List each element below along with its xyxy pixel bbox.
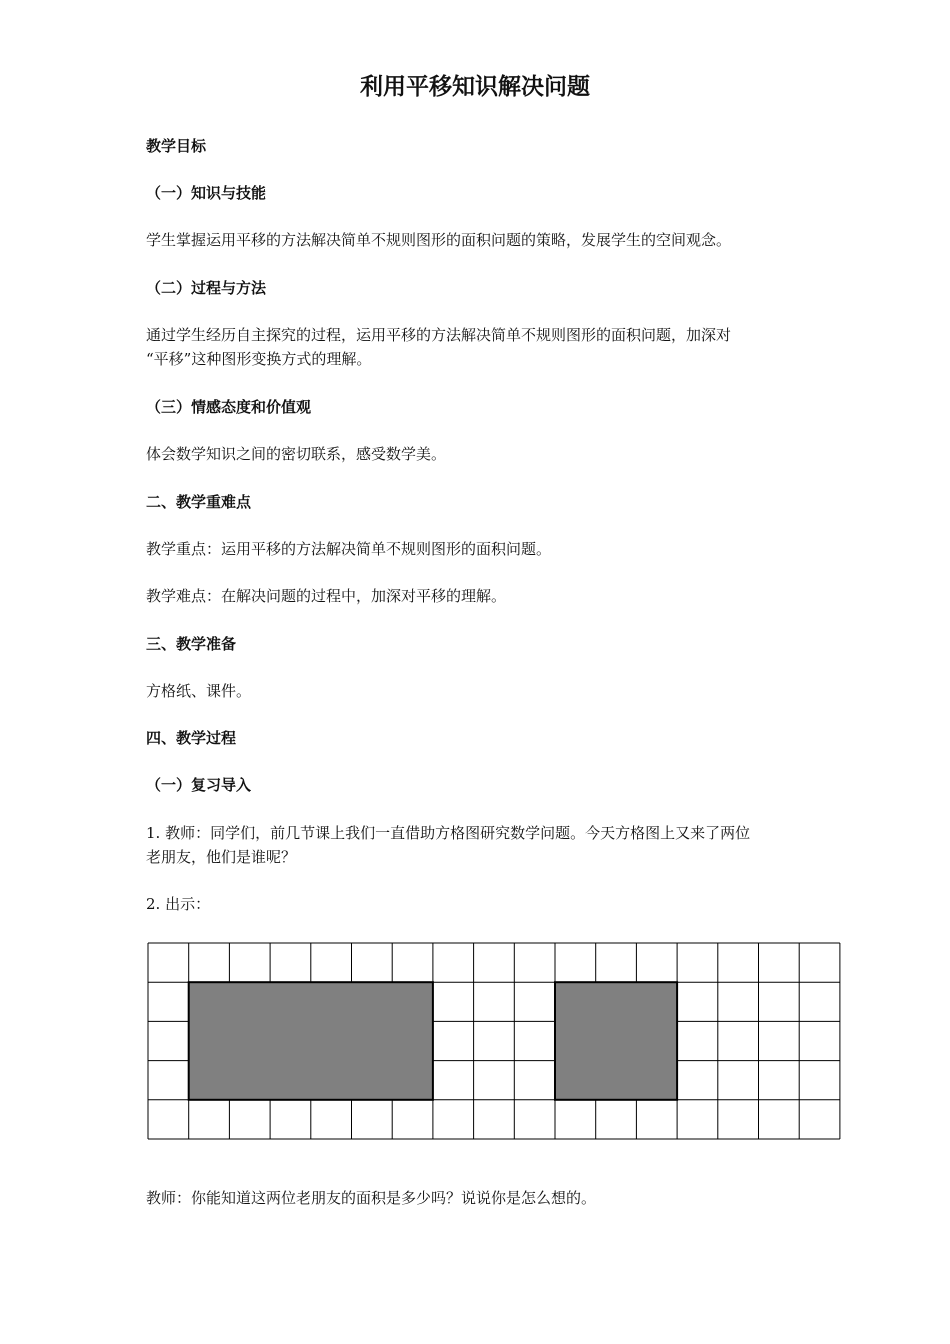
subheading-attitude-values: （三）情感态度和价值观 bbox=[146, 398, 312, 416]
paragraph-step1-line1: 1. 教师：同学们，前几节课上我们一直借助方格图研究数学问题。今天方格图上又来了两位 bbox=[146, 824, 751, 842]
paragraph-process-method-line1: 通过学生经历自主探究的过程，运用平移的方法解决简单不规则图形的面积问题，加深对 bbox=[146, 326, 732, 344]
subheading-process-method: （二）过程与方法 bbox=[146, 279, 267, 297]
shape-rectangle-3x3 bbox=[555, 982, 677, 1100]
page-title: 利用平移知识解决问题 bbox=[360, 74, 590, 100]
subheading-knowledge-skills: （一）知识与技能 bbox=[146, 184, 267, 202]
section-heading-key-points: 二、教学重难点 bbox=[146, 493, 252, 511]
paragraph-step2: 2. 出示： bbox=[146, 895, 211, 913]
paragraph-key-point: 教学重点：运用平移的方法解决简单不规则图形的面积问题。 bbox=[146, 540, 552, 558]
paragraph-process-method-line2: “平移”这种图形变换方式的理解。 bbox=[146, 350, 372, 368]
paragraph-attitude-values: 体会数学知识之间的密切联系，感受数学美。 bbox=[146, 445, 447, 463]
subheading-review-intro: （一）复习导入 bbox=[146, 776, 252, 794]
paragraph-knowledge-skills: 学生掌握运用平移的方法解决简单不规则图形的面积问题的策略，发展学生的空间观念。 bbox=[146, 231, 732, 249]
grid-figure bbox=[147, 942, 843, 1140]
section-heading-preparation: 三、教学准备 bbox=[146, 635, 237, 653]
paragraph-difficult-point: 教学难点：在解决问题的过程中，加深对平移的理解。 bbox=[146, 587, 507, 605]
paragraph-preparation: 方格纸、课件。 bbox=[146, 682, 252, 700]
paragraph-step1-line2: 老朋友，他们是谁呢？ bbox=[146, 848, 297, 866]
paragraph-teacher-question: 教师：你能知道这两位老朋友的面积是多少吗？说说你是怎么想的。 bbox=[146, 1189, 597, 1207]
section-heading-goals: 教学目标 bbox=[146, 137, 207, 155]
section-heading-process: 四、教学过程 bbox=[146, 729, 237, 747]
shape-rectangle-6x3 bbox=[189, 982, 433, 1100]
